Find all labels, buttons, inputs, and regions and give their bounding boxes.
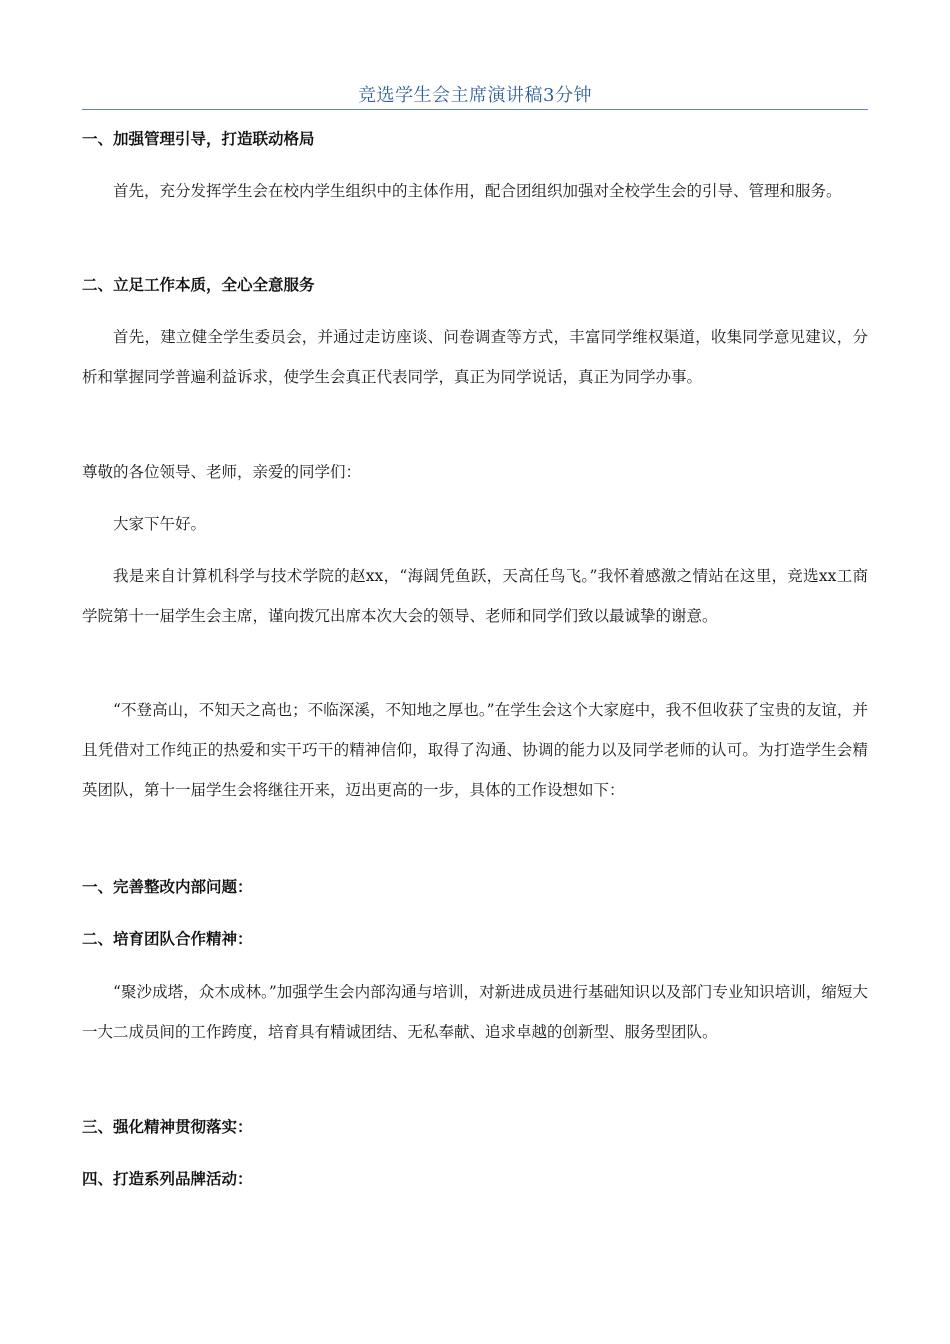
section-heading: 二、培育团队合作精神： [82,930,253,948]
paragraph: 尊敬的各位领导、老师，亲爱的同学们： [82,463,362,481]
paragraph: 大家下午好。 [113,515,207,533]
section-heading: 一、完善整改内部问题： [82,878,253,896]
document-title: 竞选学生会主席演讲稿3分钟 [358,85,592,106]
section-heading: 一、加强管理引导，打造联动格局 [82,130,315,148]
paragraph: “聚沙成塔，众木成林。”加强学生会内部沟通与培训，对新进成员进行基础知识以及部门专业知识培训，缩短大一大二成员间的工作跨度，培育具有精诚团结、无私奉献、追求卓越的创新型、服务型团队。 [82,983,868,1041]
paragraph: 我是来自计算机科学与技术学院的赵xx，“海阔凭鱼跃，天高任鸟飞。”我怀着感激之情站在这里，竞选xx工商学院第十一届学生会主席，谨向拨冗出席本次大会的领导、老师和同学们致以最诚挚的谢意。 [82,567,868,625]
paragraph: 首先，充分发挥学生会在校内学生组织中的主体作用，配合团组织加强对全校学生会的引导、管理和服务。 [113,182,842,200]
section-heading: 四、打造系列品牌活动： [82,1170,253,1188]
paragraph: “不登高山，不知天之高也；不临深溪，不知地之厚也。”在学生会这个大家庭中，我不但收获了宝贵的友谊，并且凭借对工作纯正的热爱和实干巧干的精神信仰，取得了沟通、协调的能力以及同学老师的认可。为打造学生会精英团队，第十一届学生会将继往开来，迈出更高的一步，具体的工作设想如下： [82,701,868,799]
title-divider [82,109,868,110]
section-heading: 二、立足工作本质，全心全意服务 [82,276,315,294]
section-heading: 三、强化精神贯彻落实： [82,1118,253,1136]
paragraph: 首先，建立健全学生委员会，并通过走访座谈、问卷调查等方式，丰富同学维权渠道，收集同学意见建议，分析和掌握同学普遍利益诉求，使学生会真正代表同学，真正为同学说话，真正为同学办事。 [82,328,868,386]
